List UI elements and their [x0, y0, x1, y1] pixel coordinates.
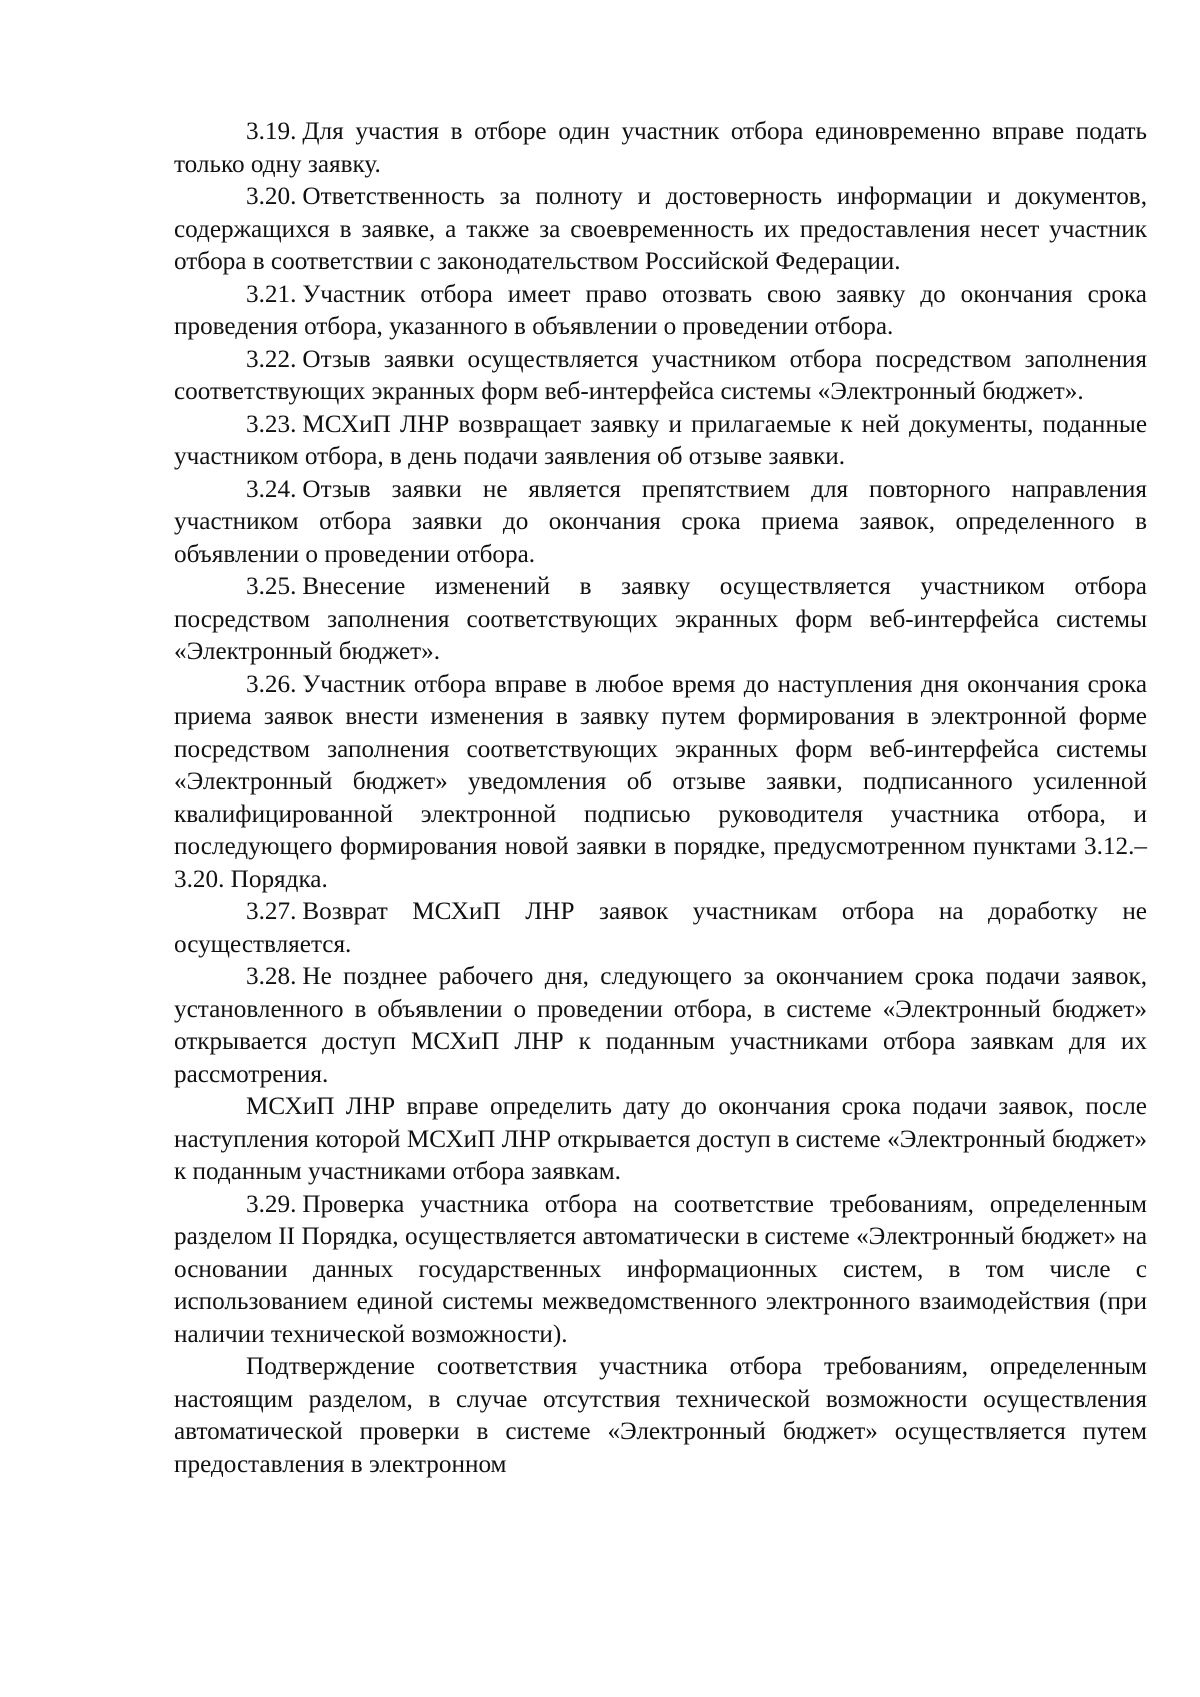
paragraph-number: 3.27. [246, 898, 297, 925]
paragraph-text: Подтверждение соответствия участника отбора требованиям, определенным настоящим разделом, в случае отсутствия технической возможности осуществления автоматической проверки в системе «Электронный бюджет» осуществляется путем предоставления в электронном [174, 1353, 1147, 1478]
paragraph-number: 3.19. [246, 118, 297, 145]
paragraph-text: Участник отбора вправе в любое время до наступления дня окончания срока приема заявок внести изменения в заявку путем формирования в электронной форме посредством заполнения соответствующих экранных форм веб-интерфейса системы «Электронный бюджет» уведомления об отзыве заявки, подписанного усиленной квалифицированной электронной подписью руководителя участника отбора, и последующего формирования новой заявки в порядке, предусмотренном пунктами 3.12.–3.20. Порядка. [174, 670, 1147, 893]
paragraph-number: 3.26. [246, 670, 297, 698]
paragraph-text: Возврат МСХиП ЛНР заявок участникам отбора на доработку не осуществляется. [174, 898, 1147, 958]
paragraph-3-22 [174, 344, 1147, 409]
paragraph-number: 3.24. [246, 475, 297, 503]
paragraph-3-28 [174, 961, 1147, 1091]
paragraph-3-25 [174, 571, 1147, 669]
paragraph-3-20 [174, 181, 1147, 279]
paragraph-text: Отзыв заявки осуществляется участником отбора посредством заполнения соответствующих экранных форм веб-интерфейса системы «Электронный бюджет». [174, 345, 1147, 405]
paragraph-3-29-continued [174, 1351, 1147, 1481]
paragraph-number: 3.20. [246, 183, 297, 210]
document-page [174, 116, 1147, 1481]
paragraph-3-29 [174, 1189, 1147, 1352]
paragraph-number: 3.28. [246, 963, 297, 990]
paragraph-3-26 [174, 669, 1147, 897]
paragraph-number: 3.21. [246, 280, 297, 308]
paragraph-number: 3.25. [246, 573, 297, 600]
paragraph-text: МСХиП ЛНР возвращает заявку и прилагаемые к ней документы, поданные участником отбора, в день подачи заявления об отзыве заявки. [174, 410, 1147, 470]
paragraph-3-21 [174, 279, 1147, 344]
paragraph-3-28-continued [174, 1091, 1147, 1189]
paragraph-3-27 [174, 896, 1147, 961]
paragraph-3-23 [174, 409, 1147, 474]
paragraph-text: Для участия в отборе один участник отбора единовременно вправе подать только одну заявку. [174, 118, 1147, 178]
paragraph-text: Участник отбора имеет право отозвать свою заявку до окончания срока проведения отбора, указанного в объявлении о проведении отбора. [174, 280, 1147, 340]
paragraph-text: Не позднее рабочего дня, следующего за окончанием срока подачи заявок, установленного в объявлении о проведении отбора, в системе «Электронный бюджет» открывается доступ МСХиП ЛНР к поданным участниками отбора заявкам для их рассмотрения. [174, 963, 1147, 1088]
paragraph-text: Ответственность за полноту и достоверность информации и документов, содержащихся в заявке, а также за своевременность их предоставления несет участник отбора в соответствии с законодательством Российской Федерации. [174, 183, 1147, 275]
paragraph-text: МСХиП ЛНР вправе определить дату до окончания срока подачи заявок, после наступления которой МСХиП ЛНР открывается доступ в системе «Электронный бюджет» к поданным участниками отбора заявкам. [174, 1093, 1147, 1185]
paragraph-text: Отзыв заявки не является препятствием для повторного направления участником отбора заявки до окончания срока приема заявок, определенного в объявлении о проведении отбора. [174, 475, 1147, 568]
paragraph-number: 3.23. [246, 410, 297, 438]
paragraph-number: 3.22. [246, 345, 297, 373]
paragraph-text: Внесение изменений в заявку осуществляется участником отбора посредством заполнения соответствующих экранных форм веб-интерфейса системы «Электронный бюджет». [174, 573, 1147, 665]
paragraph-3-24 [174, 474, 1147, 572]
paragraph-3-19 [174, 116, 1147, 181]
paragraph-number: 3.29. [246, 1190, 297, 1218]
paragraph-text: Проверка участника отбора на соответствие требованиям, определенным разделом II Порядка, осуществляется автоматически в системе «Электронный бюджет» на основании данных государственных информационных систем, в том числе с использованием единой системы межведомственного электронного взаимодействия (при наличии технической возможности). [174, 1190, 1147, 1348]
